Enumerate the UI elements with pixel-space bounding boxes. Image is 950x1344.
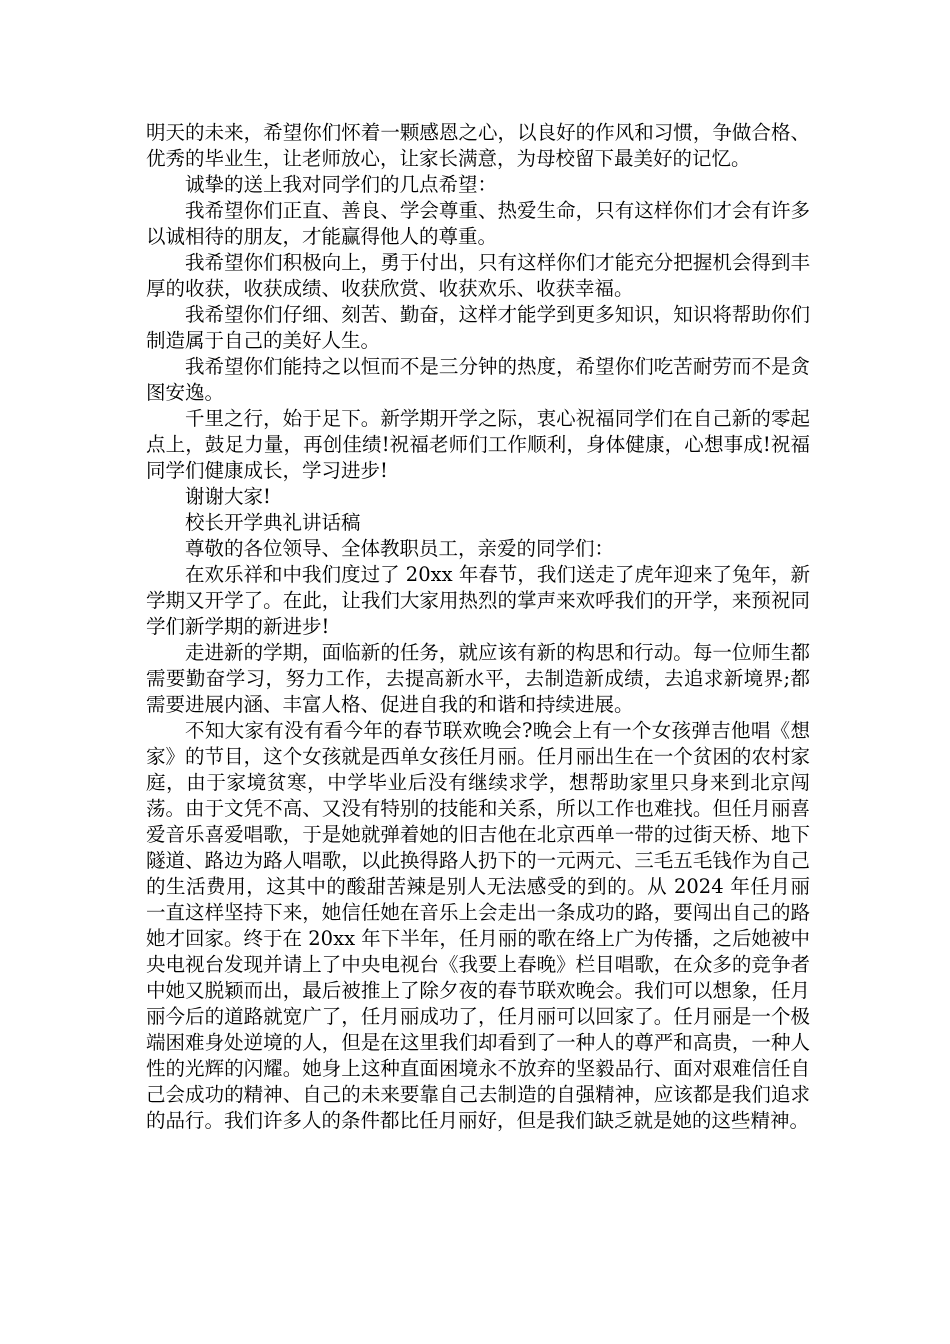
paragraph-hopes-intro: 诚挚的送上我对同学们的几点希望： (185, 173, 498, 196)
paragraph-story: 不知大家有没有看今年的春节联欢晚会?晚会上有一个女孩弹吉他唱《想家》的节目，这个女孩就是西单女孩任月丽。任月丽出生在一个贫困的农村家庭，由于家境贫寒，中学毕业后没有继续求学，想帮助家里只身来到北京闯荡。由于文凭不高、又没有特别的技能和关系，所以工作也难找。但任月丽喜爱音乐喜爱唱歌，于是她就弹着她的旧吉他在北京西单一带的过街天桥、地下隧道、路边为路人唱歌，以此换得路人扔下的一元两元、三毛五毛钱作为自己的生活费用，这其中的酸甜苦辣是别人无法感受的到的。从 2024 年任月丽一直这样坚持下来，她信任她在音乐上会走出一条成功的路，要闯出自己的路她才回家。终于在 20xx 年下半年，任月丽的歌在络上广为传播，之后她被中央电视台发现并请上了中央电视台《我要上春晚》栏目唱歌，在众多的竞争者中她又脱颖而出，最后被推上了除夕夜的春节联欢晚会。我们可以想象，任月丽今后的道路就宽广了，任月丽成功了，任月丽可以回家了。任月丽是一个极端困难身处逆境的人，但是在这里我们却看到了一种人的尊严和高贵，一种人性的光辉的闪耀。她身上这种直面困境永不放弃的坚毅品行、面对艰难信任自己会成功的精神、自己的未来要靠自己去制造的自强精神，应该都是我们追求的品行。我们许多人的条件都比任月丽好，但是我们缺乏就是她的这些精神。 (146, 719, 810, 1132)
section-title: 校长开学典礼讲话稿 (185, 511, 361, 534)
document-page (146, 120, 810, 1134)
paragraph-hope-4: 我希望你们能持之以恒而不是三分钟的热度，希望你们吃苦耐劳而不是贪图安逸。 (146, 355, 810, 404)
paragraph-hope-3: 我希望你们仔细、刻苦、勤奋，这样才能学到更多知识，知识将帮助你们制造属于自己的美好人生。 (146, 303, 810, 352)
paragraph-hope-2: 我希望你们积极向上，勇于付出，只有这样你们才能充分把握机会得到丰厚的收获，收获成绩、收获欣赏、收获欢乐、收获幸福。 (146, 251, 810, 300)
paragraph-hope-1: 我希望你们正直、善良、学会尊重、热爱生命，只有这样你们才会有许多以诚相待的朋友，才能赢得他人的尊重。 (146, 199, 810, 248)
paragraph-continuation: 明天的未来，希望你们怀着一颗感恩之心，以良好的作风和习惯，争做合格、优秀的毕业生，让老师放心，让家长满意，为母校留下最美好的记忆。 (146, 121, 810, 170)
paragraph-salutation: 尊敬的各位领导、全体教职员工，亲爱的同学们： (185, 537, 615, 560)
paragraph-new-semester: 走进新的学期，面临新的任务，就应该有新的构思和行动。每一位师生都需要勤奋学习，努力工作，去提高新水平，去制造新成绩，去追求新境界;都需要进展内涵、丰富人格、促进自我的和谐和持续进展。 (146, 641, 810, 716)
paragraph-new-year: 在欢乐祥和中我们度过了 20xx 年春节，我们送走了虎年迎来了兔年，新学期又开学了。在此，让我们大家用热烈的掌声来欢呼我们的开学，来预祝同学们新学期的新进步! (146, 563, 810, 638)
paragraph-blessing: 千里之行，始于足下。新学期开学之际，衷心祝福同学们在自己新的零起点上，鼓足力量，再创佳绩!祝福老师们工作顺利，身体健康，心想事成!祝福同学们健康成长，学习进步! (146, 407, 810, 482)
paragraph-thanks: 谢谢大家! (185, 485, 271, 508)
